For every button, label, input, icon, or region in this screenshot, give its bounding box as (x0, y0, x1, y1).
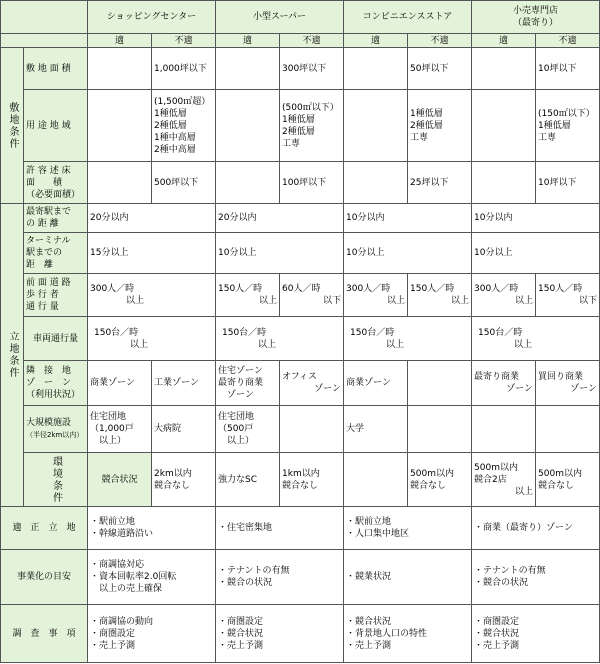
row-label-pedestrians: 前 面 道 路 歩 行 者 通 行 量 (24, 274, 88, 317)
header-unsuitable: 不適 (408, 34, 472, 48)
value: 以上 (515, 486, 534, 497)
cell: 10分以上 (216, 233, 344, 274)
cell (88, 90, 152, 162)
cell: ・商調協の動向 ・商圏設定 ・売上予測 (88, 605, 216, 663)
cell (216, 48, 280, 90)
value: ゾーン (506, 384, 534, 394)
cell (344, 453, 408, 507)
cell: (500㎡以下） 1種低層 2種低層 工専 (280, 90, 344, 162)
cell: 15分以上 (88, 233, 216, 274)
group-location-conditions: 立地条件 (1, 204, 24, 507)
cell: 20分以内 (88, 204, 216, 233)
header-convenience-store: コンビニエンスストア (344, 1, 472, 34)
value: 150人／時 (538, 284, 583, 294)
value: 150台／時 (478, 327, 523, 338)
cell: 住宅団地 （1,000戸 以上） (88, 406, 152, 453)
cell: ・駅前立地 ・幹線道路沿い (88, 507, 216, 550)
cell: ・競業状況 (344, 550, 472, 605)
cell (408, 361, 472, 406)
cell: 20分以内 (216, 204, 344, 233)
cell: ・競合状況 ・背景地人口の特性 ・売上予測 (344, 605, 472, 663)
cell: ・商圏設定 ・競合状況 ・売上予測 (472, 605, 600, 663)
cell: 10分以上 (344, 233, 472, 274)
corner-cell-2 (1, 34, 88, 48)
cell: ・住宅密集地 (216, 507, 344, 550)
cell: 1種低層 2種低層 工専 (408, 90, 472, 162)
cell: 商業ゾーン (88, 361, 152, 406)
cell (280, 361, 344, 406)
corner-cell (1, 1, 88, 34)
cell: 1km以内 競合なし (280, 453, 344, 507)
value: 150人／時 (218, 284, 263, 294)
cell: (1,500㎡超） 1種低層 2種低層 1種中高層 2種中高層 (152, 90, 216, 162)
cell: 工業ゾーン (152, 361, 216, 406)
cell (472, 453, 536, 507)
cell (472, 361, 536, 406)
cell: ・商業（最寄り）ゾーン (472, 507, 600, 550)
value: 最寄り商業 (474, 372, 520, 382)
cell: 300坪以下 (280, 48, 344, 90)
value: 300人／時 (346, 284, 391, 294)
cell: 大病院 (152, 406, 216, 453)
cell (472, 162, 536, 204)
header-suitable: 適 (216, 34, 280, 48)
row-label-floor-area: 許 容 述 床 面 積 （必要面積） (24, 162, 88, 204)
value: ゾーン (570, 384, 598, 394)
group-environment-conditions: 環境条件 (24, 453, 88, 507)
cell (88, 274, 216, 317)
cell (88, 317, 216, 361)
cell (536, 274, 600, 317)
value: 150台／時 (94, 327, 139, 338)
header-small-supermarket: 小型スーパー (216, 1, 344, 34)
row-label-terminal: ターミナル 駅までの 距 離 (24, 233, 88, 274)
value: 以上 (258, 339, 277, 350)
header-unsuitable: 不適 (152, 34, 216, 48)
cell: 強力なSC (216, 453, 280, 507)
cell (408, 406, 472, 453)
cell: 10分以内 (344, 204, 472, 233)
header-unsuitable: 不適 (280, 34, 344, 48)
row-label-competition: 競合状況 (88, 453, 152, 507)
cell: 住宅ゾーン 最寄り商業 ゾーン (216, 361, 280, 406)
cell (216, 90, 280, 162)
cell: 10坪以下 (536, 48, 600, 90)
header-suitable: 適 (88, 34, 152, 48)
cell: ・商圏設定 ・競合状況 ・売上予測 (216, 605, 344, 663)
cell (344, 48, 408, 90)
value: 以上 (387, 296, 406, 306)
cell (536, 406, 600, 453)
cell (344, 317, 472, 361)
value: 以上 (515, 296, 534, 306)
value: 以上 (514, 339, 533, 350)
header-small-specialty: 小売専門店 （最寄り） (472, 1, 600, 34)
cell (472, 90, 536, 162)
cell: 10分以内 (472, 204, 600, 233)
label: 大規模施設 (26, 418, 72, 428)
row-label-adjacent-zone: 隣 接 地 ゾ ー ン （利用状況） (24, 361, 88, 406)
cell: 500m以内 競合なし (408, 453, 472, 507)
header-shopping-center: ショッピングセンター (88, 1, 216, 34)
row-label-zoning: 用 途 地 域 (24, 90, 88, 162)
cell (344, 162, 408, 204)
value: 300人／時 (474, 284, 519, 294)
value: 以下 (579, 296, 598, 306)
value: ゾーン (314, 384, 342, 394)
label-sub: （半径2km以内） (26, 431, 84, 439)
value: 150台／時 (350, 327, 395, 338)
value: 以上 (130, 339, 149, 350)
value: 300人／時 (90, 284, 135, 294)
cell: 50坪以下 (408, 48, 472, 90)
value: 150台／時 (222, 327, 267, 338)
value: 以上 (451, 296, 470, 306)
cell: 大学 (344, 406, 408, 453)
cell: (150㎡以下） 1種低層 工専 (536, 90, 600, 162)
cell (472, 274, 536, 317)
cell (88, 162, 152, 204)
row-label-site-area: 敷 地 面 積 (24, 48, 88, 90)
value: 買回り商業 (538, 372, 584, 382)
header-suitable: 適 (472, 34, 536, 48)
cell (216, 274, 280, 317)
cell (216, 317, 344, 361)
cell: 10分以上 (472, 233, 600, 274)
cell: 商業ゾーン (344, 361, 408, 406)
value: オフィス (282, 372, 318, 382)
cell (216, 162, 280, 204)
cell (472, 48, 536, 90)
cell: ・駅前立地 ・人口集中地区 (344, 507, 472, 550)
value: 以上 (386, 339, 405, 350)
value: 以上 (258, 296, 277, 306)
value: 以下 (323, 296, 342, 306)
row-label-viability: 事業化の目安 (1, 550, 88, 605)
cell: 25坪以下 (408, 162, 472, 204)
value: 150人／時 (410, 284, 455, 294)
cell (344, 90, 408, 162)
cell: 2km以内 競合なし (152, 453, 216, 507)
value: 60人／時 (282, 284, 321, 294)
cell (280, 406, 344, 453)
cell: 500坪以下 (152, 162, 216, 204)
cell: ・商調協対応 ・資本回転率2.0回転 以上の売上確保 (88, 550, 216, 605)
row-label-nearest-station: 最寄駅まで の 距 離 (24, 204, 88, 233)
cell: 1,000坪以下 (152, 48, 216, 90)
cell (408, 274, 472, 317)
cell (536, 361, 600, 406)
row-label-vehicles: 車両通行量 (24, 317, 88, 361)
header-unsuitable: 不適 (536, 34, 600, 48)
value: 500m以内 競合2店 (474, 462, 518, 485)
cell: 500m以内 競合なし (536, 453, 600, 507)
cell: 10坪以下 (536, 162, 600, 204)
header-suitable: 適 (344, 34, 408, 48)
value: 以上 (126, 296, 145, 306)
row-label-large-facility (24, 406, 88, 453)
cell: ・テナントの有無 ・競合の状況 (216, 550, 344, 605)
row-label-survey: 調 査 事 項 (1, 605, 88, 663)
row-label-suitable-site: 適 正 立 地 (1, 507, 88, 550)
group-site-conditions: 敷地条件 (1, 48, 24, 204)
cell (472, 406, 536, 453)
cell (88, 48, 152, 90)
cell: 住宅団地 （500戸 以上） (216, 406, 280, 453)
cell (280, 274, 344, 317)
cell: ・テナントの有無 ・競合の状況 (472, 550, 600, 605)
cell: 100坪以下 (280, 162, 344, 204)
cell (344, 274, 408, 317)
cell (472, 317, 600, 361)
